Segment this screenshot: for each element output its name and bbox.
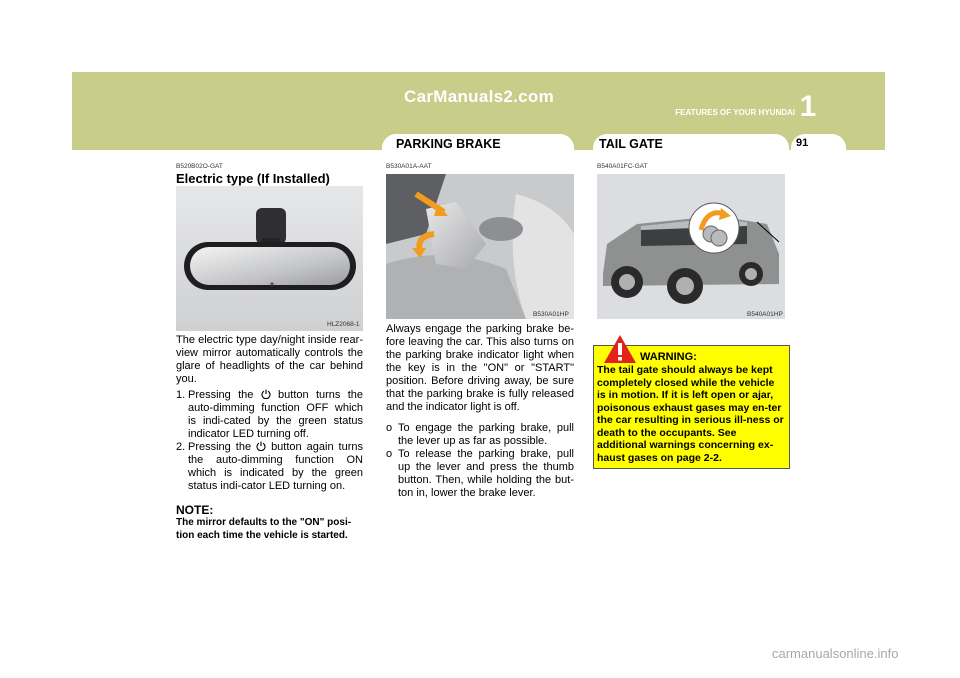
list-marker: 2. bbox=[176, 441, 186, 453]
tab-label-parking-brake: PARKING BRAKE bbox=[396, 137, 501, 151]
mirror-image bbox=[176, 186, 363, 331]
list-item bbox=[386, 422, 574, 448]
list-marker: o bbox=[386, 448, 393, 460]
list-item bbox=[176, 441, 363, 493]
page-number: 91 bbox=[796, 137, 809, 149]
list-item bbox=[386, 448, 574, 500]
chapter-title: FEATURES OF YOUR HYUNDAI bbox=[675, 108, 795, 117]
list-item-text-after: button turns the auto-dimming function OFF which is indi-cated by the green status indicator LED turning off. bbox=[188, 389, 364, 440]
list-item-text-before: Pressing the bbox=[188, 441, 257, 453]
warning-triangle-icon bbox=[603, 334, 637, 364]
list-item-text: To engage the parking brake, pull the lever up as far as possible. bbox=[398, 422, 574, 447]
list-item-text-after: button again turns the auto-dimming function ON which is indicated by the green status indi-cator LED turning on. bbox=[188, 441, 364, 492]
power-button-icon bbox=[256, 441, 266, 451]
mirror-intro-text: The electric type day/night inside rear-view mirror automatically controls the glare of headlights of the car behind you. bbox=[176, 334, 363, 385]
parking-brake-steps bbox=[386, 422, 574, 500]
section-code-tail-gate: B540A01FC-GAT bbox=[597, 163, 648, 170]
parking-brake-image-caption: B530A01HP bbox=[533, 311, 569, 318]
warning-text: The tail gate should always be kept completely closed while the vehicle is in motion. If it is left open or ajar, poisonous exhaust gases may en-ter the car resulting in serious ill-ness or death to the occupants. See additional warnings concerning ex-haust gases on page 2-2. bbox=[597, 364, 784, 464]
mirror-intro bbox=[176, 334, 363, 392]
mirror-heading: Electric type (If Installed) bbox=[176, 171, 330, 186]
parking-brake-lever-icon bbox=[386, 174, 574, 319]
section-code-parking-brake: B530A01A-AAT bbox=[386, 163, 432, 170]
site-name[interactable]: CarManuals2.com bbox=[404, 87, 554, 106]
note-heading: NOTE: bbox=[176, 503, 214, 517]
tab-label-tail-gate: TAIL GATE bbox=[599, 137, 663, 151]
parking-brake-image bbox=[386, 174, 574, 319]
section-code-mirror: B520B02O-GAT bbox=[176, 163, 223, 170]
chapter-number: 1 bbox=[799, 90, 817, 123]
list-item bbox=[176, 389, 363, 441]
power-button-icon bbox=[261, 389, 271, 399]
mirror-image-caption: HLZ2068-1 bbox=[327, 321, 360, 328]
list-item-text bbox=[188, 389, 363, 441]
note-text: The mirror defaults to the "ON" posi-tion each time the vehicle is started. bbox=[176, 517, 352, 541]
list-marker: 1. bbox=[176, 389, 186, 401]
list-item-text bbox=[188, 441, 363, 493]
tail-gate-image-caption: B540A01HP bbox=[747, 311, 783, 318]
parking-brake-body bbox=[386, 323, 574, 420]
warning-heading: WARNING: bbox=[640, 351, 697, 363]
tail-gate-image bbox=[597, 174, 785, 319]
rear-view-mirror-icon bbox=[176, 186, 363, 331]
list-item-text: To release the parking brake, pull up the lever and press the thumb button. Then, while holding the but-ton in, lower the brake lever. bbox=[398, 448, 574, 499]
mirror-steps bbox=[176, 389, 363, 493]
watermark: carmanualsonline.info bbox=[772, 646, 899, 661]
suv-tail-gate-icon bbox=[597, 174, 785, 319]
list-item-text-before: Pressing the bbox=[188, 389, 261, 401]
parking-brake-body-text: Always engage the parking brake be-fore leaving the car. This also turns on the parking brake indicator light when the key is in the "ON" or "START" position. Before driving away, be sure that the parking brake is fully released and the indicator light is off. bbox=[386, 323, 574, 413]
list-marker: o bbox=[386, 422, 393, 434]
